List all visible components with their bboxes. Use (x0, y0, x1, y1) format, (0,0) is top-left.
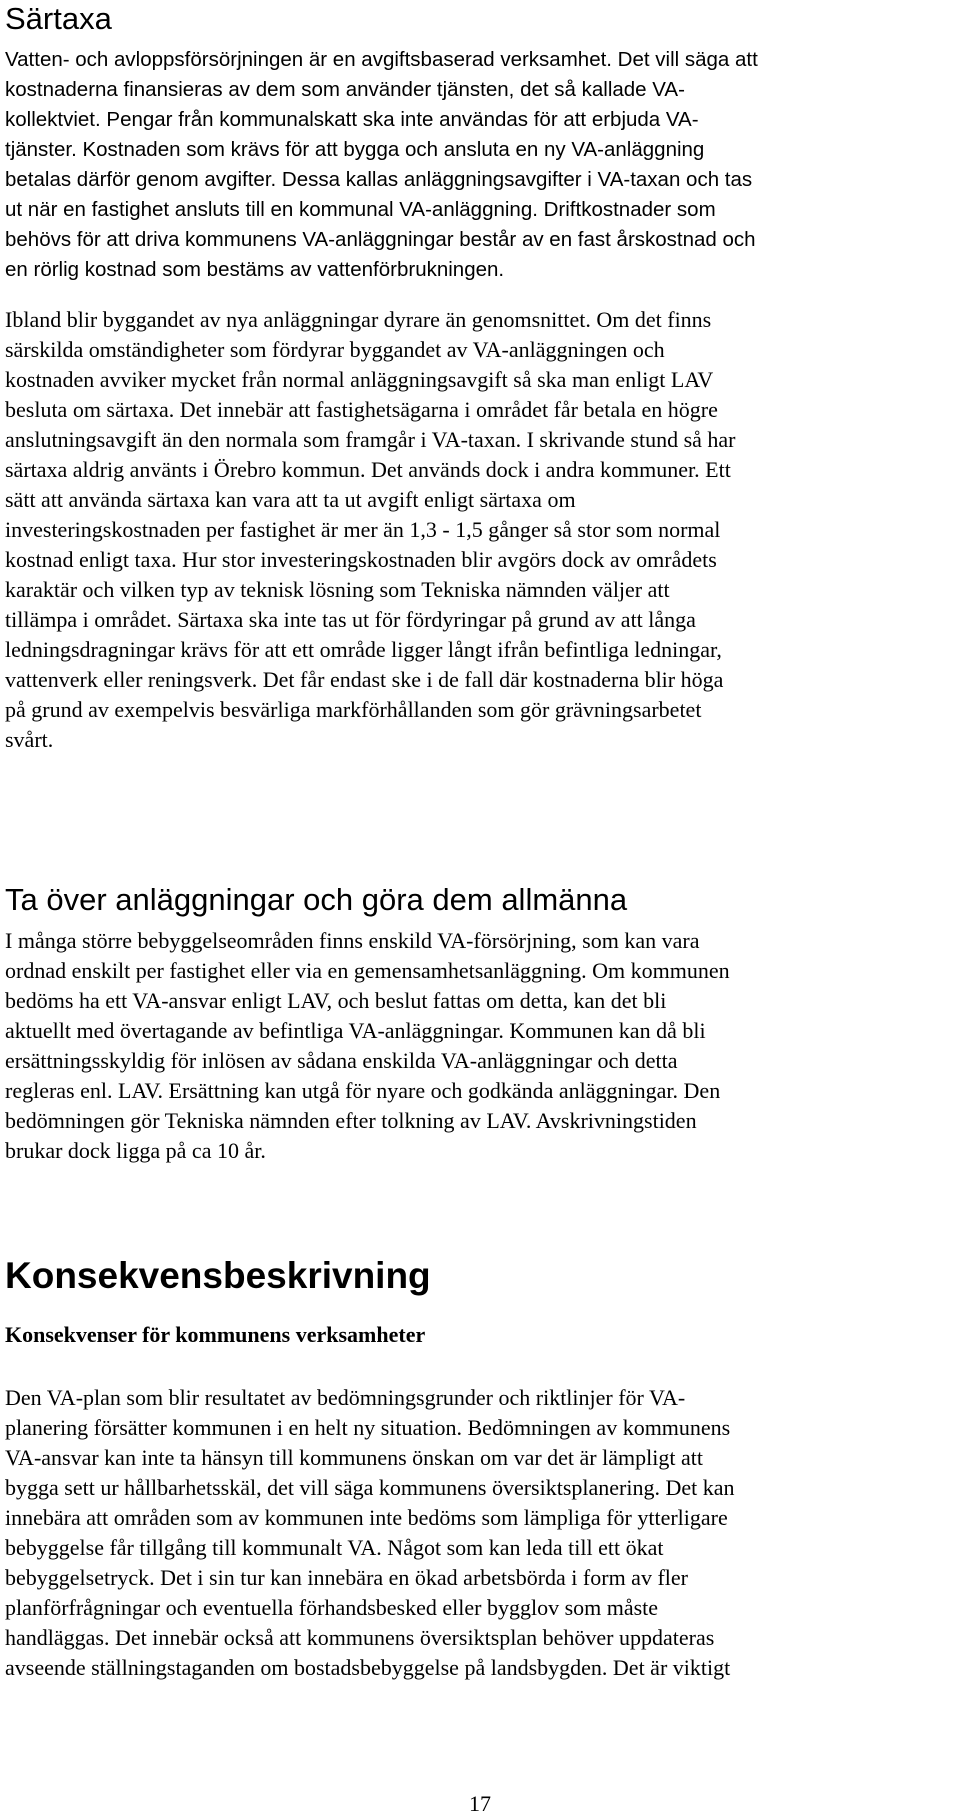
text-line: planförfrågningar och eventuella förhandsbesked eller bygglov som måste (5, 1595, 659, 1620)
text-line: särskilda omständigheter som fördyrar byggandet av VA-anläggningen och (5, 337, 665, 362)
text-line: särtaxa aldrig använts i Örebro kommun. Det används dock i andra kommuner. Ett (5, 457, 731, 482)
text-line: kostnaden avviker mycket från normal anläggningsavgift så ska man enligt LAV (5, 367, 714, 392)
text-line: regleras enl. LAV. Ersättning kan utgå för nyare och godkända anläggningar. Den (5, 1078, 721, 1103)
text-line: avseende ställningstaganden om bostadsbebyggelse på landsbygden. Det är viktigt (5, 1655, 731, 1680)
text-line: kostnaderna finansieras av dem som använder tjänsten, det så kallade VA- (5, 78, 685, 101)
text-line: innebära att områden som av kommunen inte bedöms som lämpliga för ytterligare (5, 1505, 728, 1530)
text-line: I många större bebyggelseområden finns enskild VA-försörjning, som kan vara (5, 928, 700, 953)
text-line: ut när en fastighet ansluts till en kommunal VA-anläggning. Driftkostnader som (5, 198, 716, 221)
text-line: VA-ansvar kan inte ta hänsyn till kommunens önskan om var det är lämpligt att (5, 1445, 703, 1470)
text-line: ledningsdragningar krävs för att ett område ligger långt ifrån befintliga ledningar, (5, 637, 722, 662)
text-line: bedömningen gör Tekniska nämnden efter tolkning av LAV. Avskrivningstiden (5, 1108, 697, 1133)
text-line: tillämpa i området. Särtaxa ska inte tas ut för fördyringar på grund av att långa (5, 607, 696, 632)
text-line: bebyggelse får tillgång till kommunalt VA. Något som kan leda till ett ökat (5, 1535, 664, 1560)
text-line: investeringskostnaden per fastighet är mer än 1,3 - 1,5 gånger så stor som normal (5, 517, 721, 542)
text-line: handläggas. Det innebär också att kommunens översiktsplan behöver uppdateras (5, 1625, 715, 1650)
heading-sartaxa: Särtaxa (5, 1, 112, 36)
text-line: på grund av exempelvis besvärliga markförhållanden som gör grävningsarbetet (5, 697, 702, 722)
heading-konsekvensbeskrivning: Konsekvensbeskrivning (5, 1255, 431, 1296)
text-line: tjänster. Kostnaden som krävs för att bygga och ansluta en ny VA-anläggning (5, 138, 705, 161)
text-line: brukar dock ligga på ca 10 år. (5, 1138, 266, 1163)
text-line: besluta om särtaxa. Det innebär att fastighetsägarna i området får betala en högre (5, 397, 718, 422)
text-line: bebyggelsetryck. Det i sin tur kan innebära en ökad arbetsbörda i form av fler (5, 1565, 688, 1590)
text-line: karaktär och vilken typ av teknisk lösning som Tekniska nämnden väljer att (5, 577, 670, 602)
text-line: svårt. (5, 727, 54, 752)
text-line: Vatten- och avloppsförsörjningen är en avgiftsbaserad verksamhet. Det vill säga att (5, 48, 758, 71)
text-line: kostnad enligt taxa. Hur stor investeringskostnaden blir avgörs dock av områdets (5, 547, 717, 572)
text-line: ersättningsskyldig för inlösen av sådana enskilda VA-anläggningar och detta (5, 1048, 678, 1073)
text-line: sätt att använda särtaxa kan vara att ta ut avgift enligt särtaxa om (5, 487, 576, 512)
text-line: vattenverk eller reningsverk. Det får endast ske i de fall där kostnaderna blir höga (5, 667, 724, 692)
text-line: kollektviet. Pengar från kommunalskatt ska inte användas för att erbjuda VA- (5, 108, 699, 131)
text-line: bygga sett ur hållbarhetsskäl, det vill säga kommunens översiktsplanering. Det kan (5, 1475, 735, 1500)
text-line: aktuellt med övertagande av befintliga VA-anläggningar. Kommunen kan då bli (5, 1018, 706, 1043)
paragraph-ta-over (5, 926, 730, 1166)
text-line: en rörlig kostnad som bestäms av vattenförbrukningen. (5, 258, 505, 281)
paragraph-konsekvens (5, 1383, 735, 1683)
paragraph-sartaxa-1 (5, 45, 758, 285)
text-line: betalas därför genom avgifter. Dessa kallas anläggningsavgifter i VA-taxan och tas (5, 168, 753, 191)
text-line: bedöms ha ett VA-ansvar enligt LAV, och beslut fattas om detta, kan det bli (5, 988, 667, 1013)
text-line: planering försätter kommunen i en helt ny situation. Bedömningen av kommunens (5, 1415, 731, 1440)
text-line: Den VA-plan som blir resultatet av bedömningsgrunder och riktlinjer för VA- (5, 1385, 686, 1410)
text-line: behövs för att driva kommunens VA-anläggningar består av en fast årskostnad och (5, 228, 756, 251)
paragraph-sartaxa-2 (5, 305, 736, 755)
heading-ta-over: Ta över anläggningar och göra dem allmänna (5, 882, 628, 917)
text-line: anslutningsavgift än den normala som framgår i VA-taxan. I skrivande stund så har (5, 427, 736, 452)
subheading-konsekvenser: Konsekvenser för kommunens verksamheter (5, 1322, 426, 1347)
text-line: Ibland blir byggandet av nya anläggningar dyrare än genomsnittet. Om det finns (5, 307, 712, 332)
page-number: 17 (469, 1791, 491, 1816)
text-line: ordnad enskilt per fastighet eller via en gemensamhetsanläggning. Om kommunen (5, 958, 730, 983)
